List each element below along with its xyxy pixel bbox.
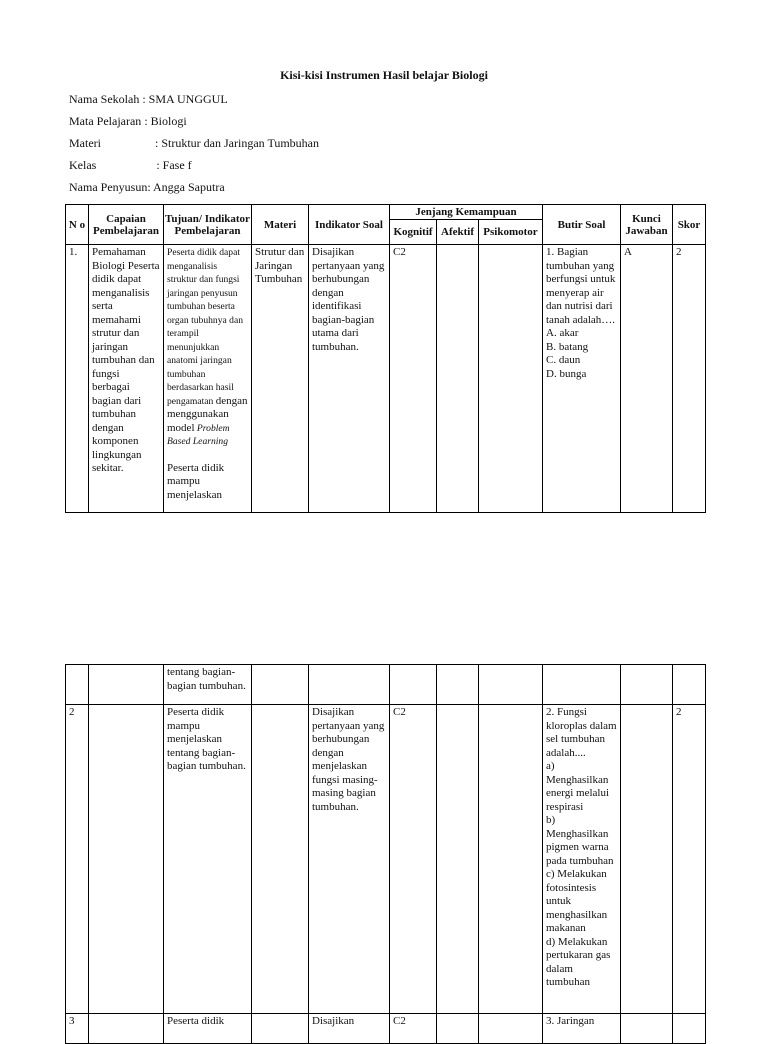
- header-indikator: Indikator Soal: [309, 205, 390, 245]
- header-kognitif: Kognitif: [390, 220, 437, 245]
- info-line-material: Materi : Struktur dan Jaringan Tumbuhan: [69, 136, 320, 150]
- cell-afektif: [437, 245, 479, 513]
- grid-table-page2: [65, 664, 706, 1044]
- cell-indikator: Disajikan: [309, 1014, 390, 1044]
- header-tujuan: Tujuan/ Indikator Pembelajaran: [164, 205, 252, 245]
- header-skor: Skor: [673, 205, 706, 245]
- header-no: N o: [66, 205, 89, 245]
- table-row: [66, 245, 706, 513]
- table-row: [66, 705, 706, 1014]
- cell-tujuan: Peserta didik mampu menjelaskan tentang bagian-bagian tumbuhan.: [164, 705, 252, 1014]
- info-line-author: Nama Penyusun: Angga Saputra: [69, 180, 225, 194]
- cell-kognitif: C2: [390, 245, 437, 513]
- info-line-class: Kelas : Fase f: [69, 158, 192, 172]
- header-psikomotor: Psikomotor: [479, 220, 543, 245]
- cell-butir: 3. Jaringan: [543, 1014, 621, 1044]
- cell-kognitif: C2: [390, 1014, 437, 1044]
- cell-materi: Strutur dan Jaringan Tumbuhan: [252, 245, 309, 513]
- cell-afektif: [437, 705, 479, 1014]
- header-materi: Materi: [252, 205, 309, 245]
- header-capaian: Capaian Pembelajaran: [89, 205, 164, 245]
- cell-skor: 2: [673, 705, 706, 1014]
- cell-indikator: Disajikan pertanyaan yang berhubungan dengan identifikasi bagian-bagian utama dari tumbuhan.: [309, 245, 390, 513]
- table-row: [66, 665, 706, 705]
- cell-capaian: Pemahaman Biologi Peserta didik dapat menganalisis serta memahami strutur dan jaringan tumbuhan dan fungsi berbagai bagian dari tumbuhan dengan komponen lingkungan sekitar.: [89, 245, 164, 513]
- document-title: Kisi-kisi Instrumen Hasil belajar Biologi: [280, 68, 488, 82]
- cell-capaian: [89, 705, 164, 1014]
- cell-kunci: A: [621, 245, 673, 513]
- cell-indikator: Disajikan pertanyaan yang berhubungan dengan menjelaskan fungsi masing-masing bagian tumbuhan.: [309, 705, 390, 1014]
- info-line-school: Nama Sekolah : SMA UNGGUL: [69, 92, 228, 106]
- cell-tujuan: Peserta didik: [164, 1014, 252, 1044]
- header-jenjang: Jenjang Kemampuan: [390, 205, 543, 220]
- cell-kunci: [621, 705, 673, 1014]
- cell-butir: 2. Fungsi kloroplas dalam sel tumbuhan adalah.... a) Menghasilkan energi melalui respirasi b) Menghasilkan pigmen warna pada tumbuhan c) Melakukan fotosintesis untuk menghasilkan makanan d) Melakukan pertukaran gas dalam tumbuhan: [543, 705, 621, 1014]
- table-row: [66, 1014, 706, 1044]
- cell-no: 2: [66, 705, 89, 1014]
- cell-kognitif: C2: [390, 705, 437, 1014]
- cell-no: 3: [66, 1014, 89, 1044]
- info-line-subject: Mata Pelajaran : Biologi: [69, 114, 187, 128]
- cell-no: 1.: [66, 245, 89, 513]
- cell-psikomotor: [479, 705, 543, 1014]
- cell-materi: [252, 705, 309, 1014]
- cell-skor: 2: [673, 245, 706, 513]
- header-butir: Butir Soal: [543, 205, 621, 245]
- grid-table-page1: [65, 204, 706, 513]
- cell-tujuan: tentang bagian-bagian tumbuhan.: [164, 665, 252, 705]
- cell-butir: 1. Bagian tumbuhan yang berfungsi untuk menyerap air dan nutrisi dari tanah adalah…. A. akar B. batang C. daun D. bunga: [543, 245, 621, 513]
- header-afektif: Afektif: [437, 220, 479, 245]
- cell-tujuan: Peserta didik dapat menganalisis struktur dan fungsi jaringan penyusun tumbuhan beserta organ tubuhnya dan terampil menunjukkan anatomi jaringan tumbuhan berdasarkan hasil pengamatan dengan menggunakan model Problem Based Learning Peserta didik mampu menjelaskan: [164, 245, 252, 513]
- cell-psikomotor: [479, 245, 543, 513]
- header-kunci: Kunci Jawaban: [621, 205, 673, 245]
